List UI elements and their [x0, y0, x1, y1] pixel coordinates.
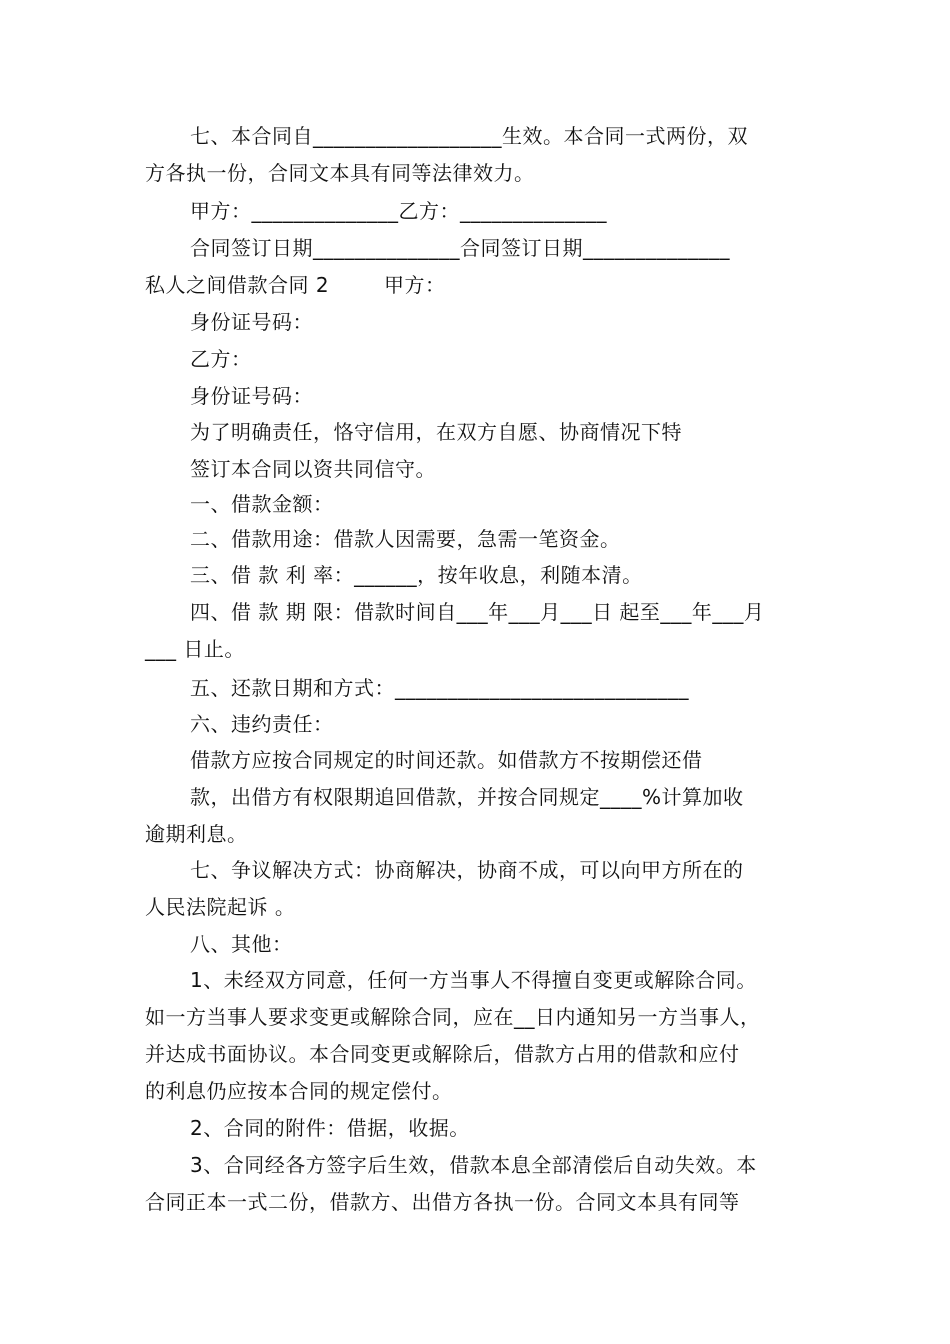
clause-7-effective-line-2: 方各执一份，合同文本具有同等法律效力。	[145, 161, 535, 185]
preamble-line-1: 为了明确责任，恪守信用，在双方自愿、协商情况下特	[190, 420, 682, 444]
clause-6-heading: 六、违约责任：	[190, 712, 334, 736]
party-b-line: 乙方：	[190, 347, 252, 371]
party-a-id-line: 身份证号码：	[190, 310, 313, 334]
clause-8-heading: 八、其他：	[190, 932, 293, 956]
clause-8-item-3-line-1: 3、合同经各方签字后生效，借款本息全部清偿后自动失效。本	[190, 1153, 757, 1177]
clause-6-line-2: 款，出借方有权限期追回借款，并按合同规定____%计算加收	[190, 785, 744, 809]
clause-6-line-1: 借款方应按合同规定的时间还款。如借款方不按期偿还借	[190, 748, 703, 772]
clause-3-interest: 三、借 款 利 率：______，按年收息，利随本清。	[190, 563, 643, 587]
party-signature-line: 甲方：______________乙方：______________	[190, 199, 607, 223]
clause-7-effective-line-1: 七、本合同自__________________生效。本合同一式两份，双	[190, 124, 748, 148]
preamble-line-2: 签订本合同以资共同信守。	[190, 457, 436, 481]
clause-5-repayment: 五、还款日期和方式：____________________________	[190, 676, 689, 700]
clause-7-dispute-line-2: 人民法院起诉 。	[145, 895, 296, 919]
clause-8-item-2: 2、合同的附件：借据，收据。	[190, 1116, 470, 1140]
clause-6-line-3: 逾期利息。	[145, 822, 248, 846]
clause-8-item-3-line-2: 合同正本一式二份，借款方、出借方各执一份。合同文本具有同等	[145, 1190, 740, 1214]
clause-8-item-1-line-2: 如一方当事人要求变更或解除合同，应在__日内通知另一方当事人，	[145, 1005, 761, 1029]
clause-4-term-line-2: ___ 日止。	[145, 637, 245, 661]
clause-8-item-1-line-4: 的利息仍应按本合同的规定偿付。	[145, 1079, 453, 1103]
party-b-id-line: 身份证号码：	[190, 384, 313, 408]
signing-date-line: 合同签订日期______________合同签订日期______________	[190, 236, 730, 260]
clause-1-amount: 一、借款金额：	[190, 492, 334, 516]
clause-2-purpose: 二、借款用途：借款人因需要，急需一笔资金。	[190, 527, 621, 551]
contract-2-heading: 私人之间借款合同 2 甲方：	[145, 273, 446, 297]
clause-8-item-1-line-3: 并达成书面协议。本合同变更或解除后，借款方占用的借款和应付	[145, 1042, 740, 1066]
clause-8-item-1-line-1: 1、未经双方同意，任何一方当事人不得擅自变更或解除合同。	[190, 968, 757, 992]
clause-4-term-line-1: 四、借 款 期 限：借款时间自___年___月___日 起至___年___月	[190, 600, 765, 624]
clause-7-dispute-line-1: 七、争议解决方式：协商解决，协商不成，可以向甲方所在的	[190, 858, 744, 882]
